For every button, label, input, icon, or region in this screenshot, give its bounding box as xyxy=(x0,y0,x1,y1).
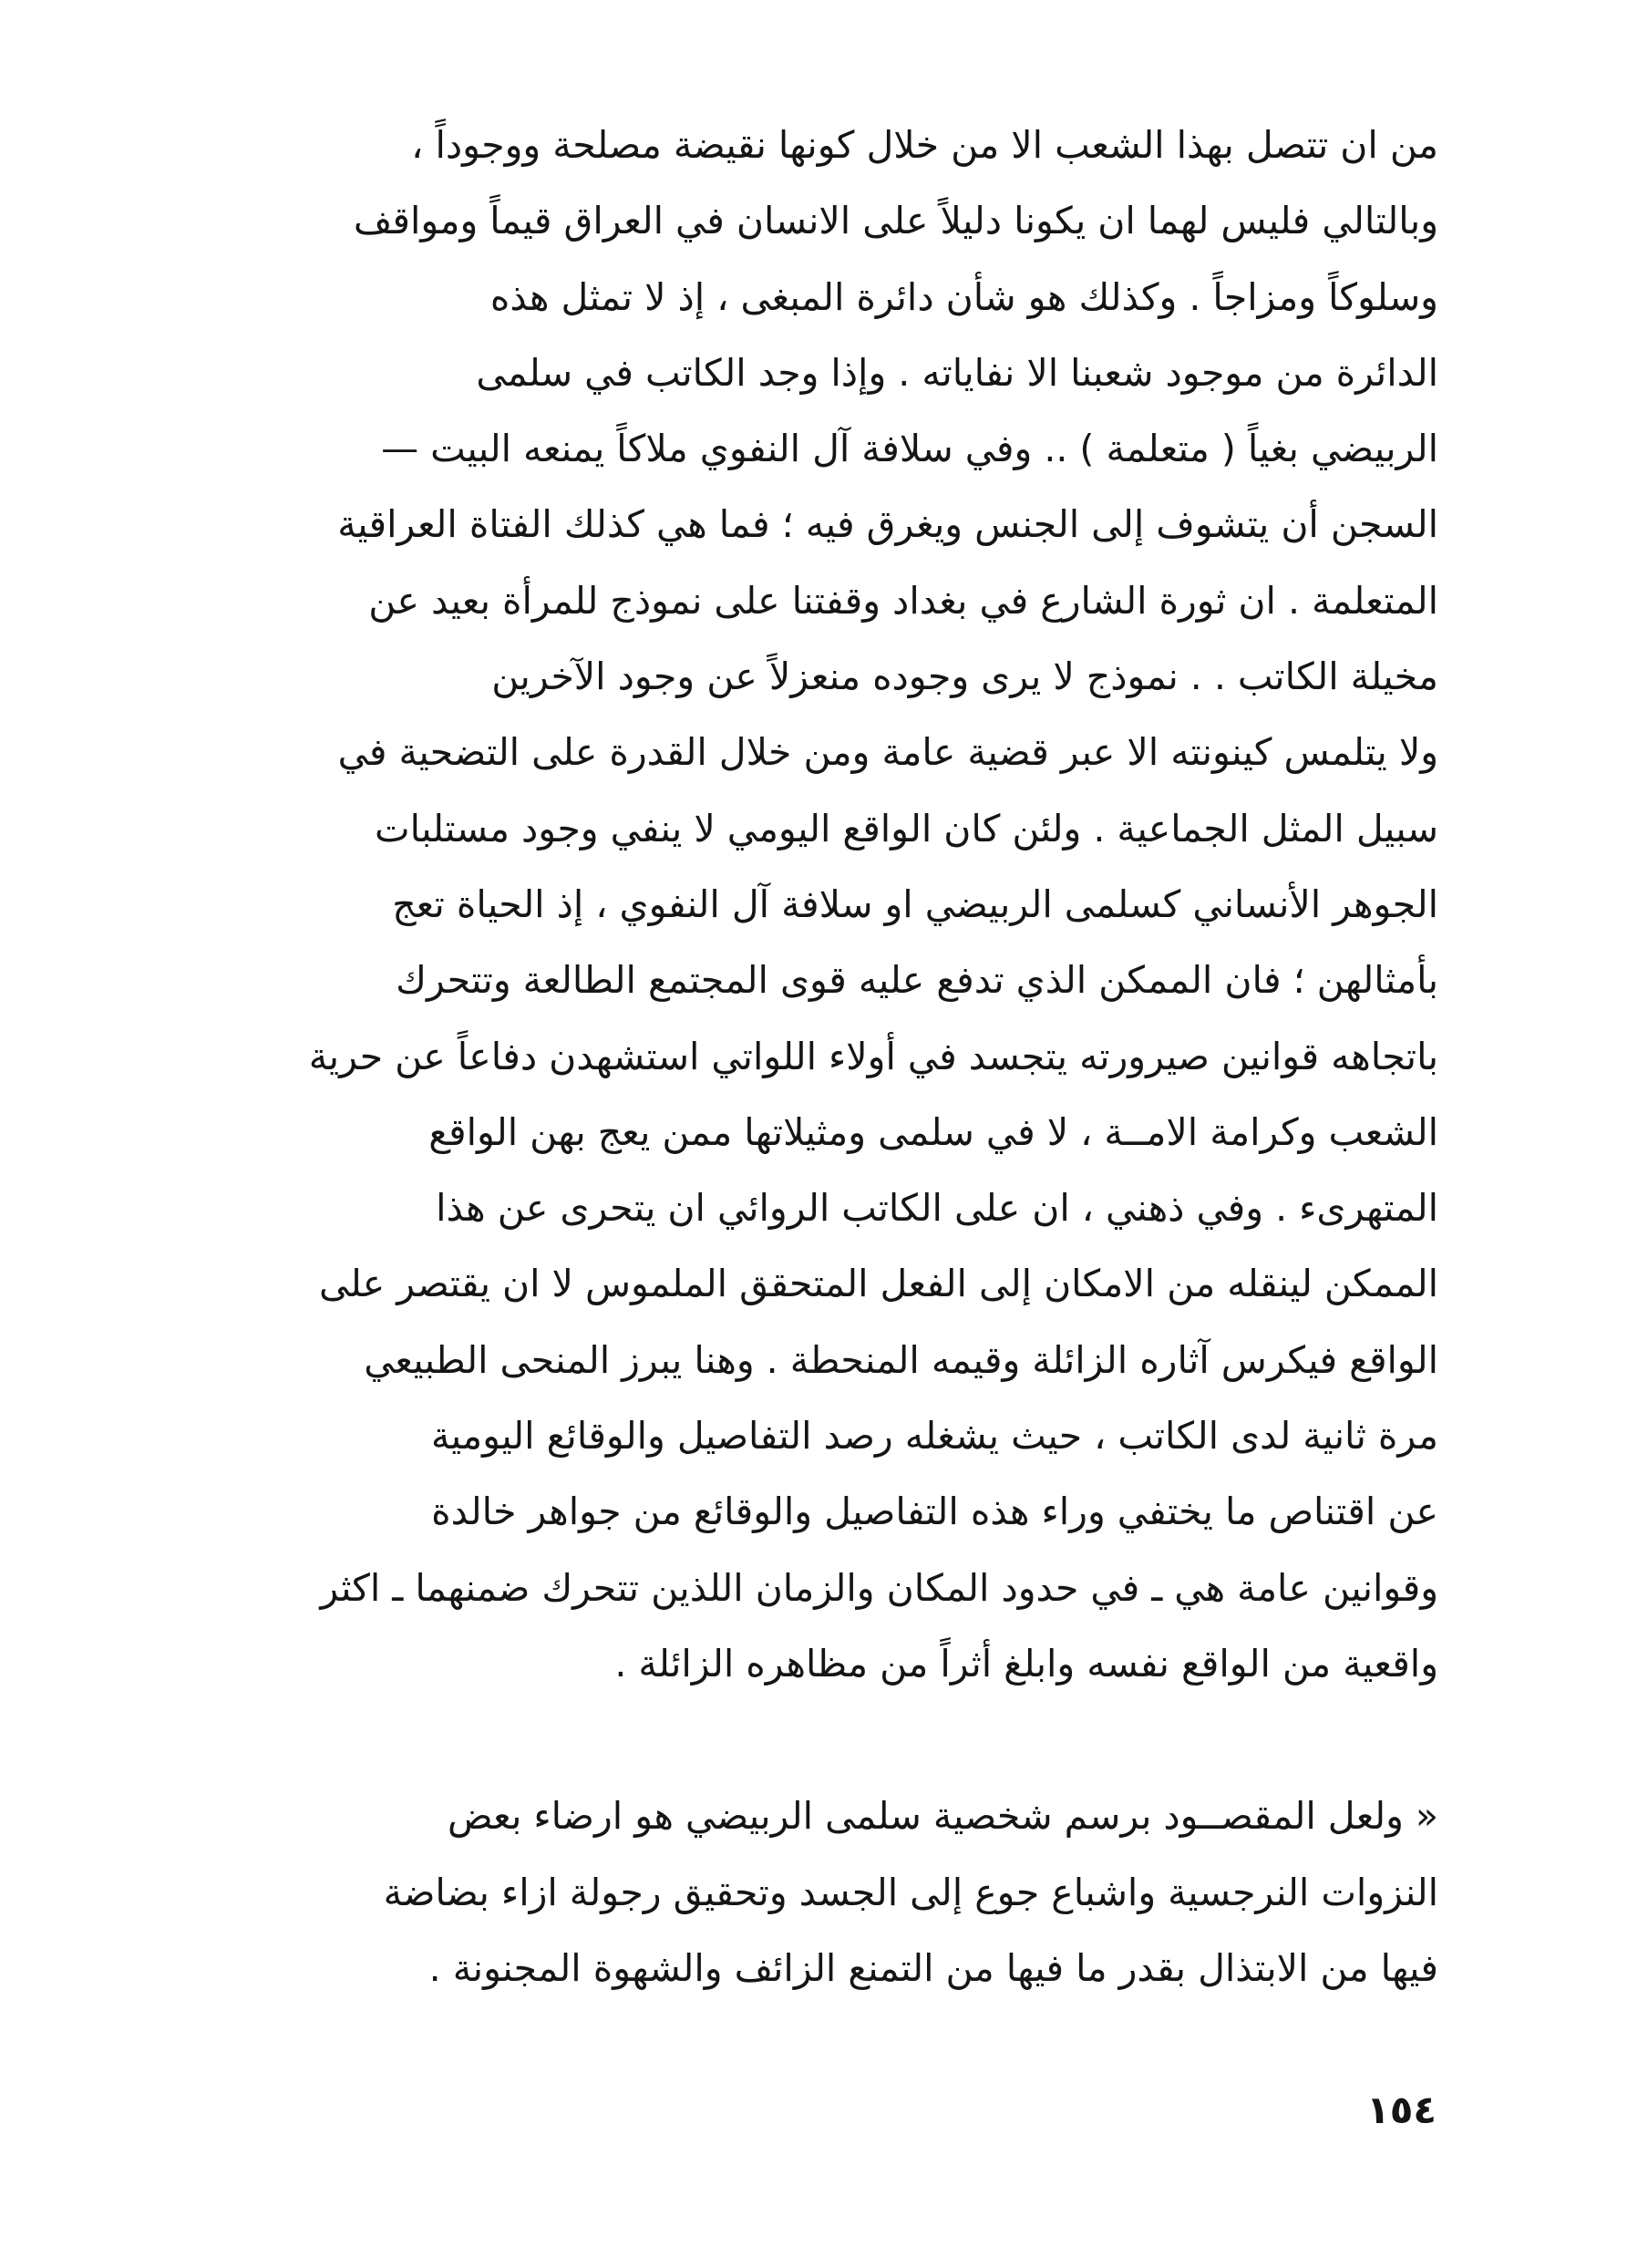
text-line: سبيل المثل الجماعية . ولئن كان الواقع اليومي لا ينفي وجود مستلبات xyxy=(375,806,1438,850)
text-line: وسلوكاً ومزاجاً . وكذلك هو شأن دائرة المبغى ، إذ لا تمثل هذه xyxy=(489,274,1438,319)
text-line: من ان تتصل بهذا الشعب الا من خلال كونها نقيضة مصلحة ووجوداً ، xyxy=(411,123,1438,167)
text-line: الشعب وكرامة الامــة ، لا في سلمى ومثيلاتها ممن يعج بهن الواقع xyxy=(428,1109,1438,1154)
text-line: بأمثالهن ؛ فان الممكن الذي تدفع عليه قوى المجتمع الطالعة وتتحرك xyxy=(396,958,1438,1003)
text-line: وبالتالي فليس لهما ان يكونا دليلاً على الانسان في العراق قيماً ومواقف xyxy=(353,199,1438,243)
text-line: فيها من الابتذال بقدر ما فيها من التمنع الزائف والشهوة المجنونة . xyxy=(428,1945,1438,1990)
paragraph-spacer xyxy=(208,1702,1438,1778)
text-line: الدائرة من موجود شعبنا الا نفاياته . وإذا وجد الكاتب في سلمى xyxy=(476,350,1438,395)
text-line: الربيضي بغياً ( متعلمة ) .. وفي سلافة آل النفوي ملاكاً يمنعه البيت — xyxy=(381,427,1438,471)
text-line: مخيلة الكاتب . . نموذج لا يرى وجوده منعزلاً عن وجود الآخرين xyxy=(491,655,1438,699)
text-line: الجوهر الأنساني كسلمى الربيضي او سلافة آل النفوي ، إذ الحياة تعج xyxy=(392,881,1438,926)
text-line: السجن أن يتشوف إلى الجنس ويغرق فيه ؛ فما هي كذلك الفتاة العراقية xyxy=(337,502,1438,547)
text-line: الممكن لينقله من الامكان إلى الفعل المتحقق الملموس لا ان يقتصر على xyxy=(319,1262,1438,1306)
page-number: ١٥٤ xyxy=(1366,2088,1437,2132)
text-line: النزوات النرجسية واشباع جوع إلى الجسد وتحقيق رجولة ازاء بضاضة xyxy=(383,1870,1438,1914)
text-line: عن اقتناص ما يختفي وراء هذه التفاصيل والوقائع من جواهر خالدة xyxy=(431,1490,1438,1534)
paragraph-2 xyxy=(208,1778,1438,2006)
paragraph-1 xyxy=(208,108,1438,1702)
text-line: باتجاهه قوانين صيرورته يتجسد في أولاء اللواتي استشهدن دفاعاً عن حرية xyxy=(308,1034,1438,1078)
text-line: واقعية من الواقع نفسه وابلغ أثراً من مظاهره الزائلة . xyxy=(614,1641,1438,1686)
text-line: ولا يتلمس كينونته الا عبر قضية عامة ومن خلال القدرة على التضحية في xyxy=(337,730,1438,775)
text-line: المتهرىء . وفي ذهني ، ان على الكاتب الروائي ان يتحرى عن هذا xyxy=(436,1186,1438,1231)
text-line: المتعلمة . ان ثورة الشارع في بغداد وقفتنا على نموذج للمرأة بعيد عن xyxy=(368,578,1438,623)
text-line: الواقع فيكرس آثاره الزائلة وقيمه المنحطة . وهنا يبرز المنحى الطبيعي xyxy=(364,1337,1438,1382)
text-line: وقوانين عامة هي ـ في حدود المكان والزمان اللذين تتحرك ضمنهما ـ اكثر xyxy=(320,1565,1438,1610)
text-line: « ولعل المقصــود برسم شخصية سلمى الربيضي هو ارضاء بعض xyxy=(447,1794,1438,1839)
body-text xyxy=(208,108,1438,2006)
text-line: مرة ثانية لدى الكاتب ، حيث يشغله رصد التفاصيل والوقائع اليومية xyxy=(430,1414,1438,1459)
